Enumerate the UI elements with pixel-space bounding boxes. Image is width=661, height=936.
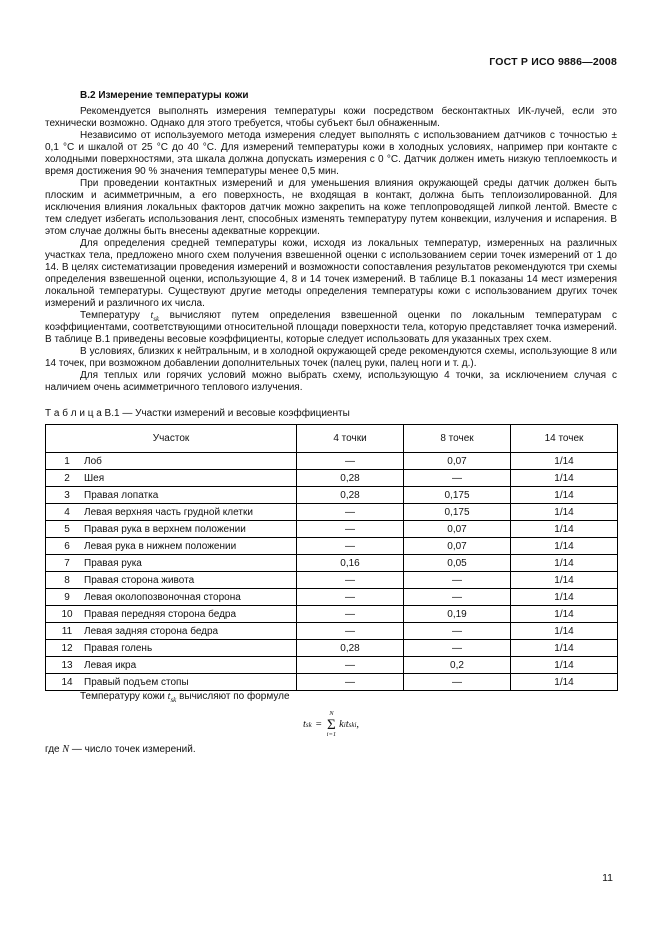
col-header-4points: 4 точки: [297, 425, 404, 453]
row-site-cell: [46, 674, 297, 691]
paragraph-6: В условиях, близких к нейтральным, и в холодной окружающей среде рекомендуются схемы, использующие 8 или 14 точек, при возможном добавлении дополнительных точек (палец руки, палец ноги и т. д.).: [45, 346, 617, 369]
formula-intro-post: вычисляют по формуле: [176, 691, 290, 702]
paragraph-2: Независимо от используемого метода измерения следует выполнять с использованием датчиков с точностью ± 0,1 °С и шкалой от 25 °С до 40 °С. Для измерений температуры кожи в холодных условиях, например при контакте с холодными поверхностями, эта шкала должна допускать измерения с 0 °С. Датчик должен иметь низкую теплоемкость и время достижения 90 % значения температуры менее 0,5 мин.: [45, 130, 617, 177]
row-site-cell: [46, 487, 297, 504]
sigma-lower-limit: i=1: [326, 730, 337, 738]
paragraph-4: Для определения средней температуры кожи, исходя из локальных температур, измеренных на различных участках тела, предложено много схем получения взвешенной оценки с использованием серии точек измерений от 1 до 14. В целях систематизации проведения измерений и возможности сопоставления результатов рекомендуются три схемы определения взвешенной оценки, использующие 4, 8 и 14 точек измерений. В таблице В.1 показаны 14 мест измерения локальной температуры. Существуют другие методы определения температуры кожи с использованием других точек измерений и различного их числа.: [45, 238, 617, 309]
col-header-14points: 14 точек: [511, 425, 618, 453]
row-value-p8: 0,07: [404, 521, 511, 538]
row-site-label: Левая околопозвоночная сторона: [84, 591, 241, 603]
row-site-cell: [46, 453, 297, 470]
table-row: [46, 572, 618, 589]
row-number: 14: [61, 676, 73, 688]
equals-sign: =: [315, 719, 322, 731]
weights-table: [45, 424, 618, 691]
row-site-cell: [46, 640, 297, 657]
temperature-variable: t: [345, 719, 349, 731]
table-row: [46, 453, 618, 470]
row-value-p14: 1/14: [511, 487, 618, 504]
row-site-label: Левая верхняя часть грудной клетки: [84, 506, 253, 518]
table-row: [46, 640, 618, 657]
paragraph-5-post: вычисляют путем определения взвешенной оценки по локальным температурам с коэффициентами, соответствующими относительной площади поверхности тела, которую представляет точка измерений. В таблице В.1 приведены весовые коэффициенты, которые следует использовать для указанных трех схем.: [45, 310, 617, 345]
row-value-p8: —: [404, 623, 511, 640]
table-row: [46, 657, 618, 674]
row-value-p14: 1/14: [511, 657, 618, 674]
row-value-p4: 0,28: [297, 640, 404, 657]
row-number: 7: [64, 557, 70, 569]
row-number: 4: [64, 506, 70, 518]
row-value-p4: —: [297, 623, 404, 640]
row-value-p4: —: [297, 521, 404, 538]
row-number: 1: [64, 455, 70, 467]
row-number: 3: [64, 489, 70, 501]
row-value-p8: 0,175: [404, 504, 511, 521]
row-number: 9: [64, 591, 70, 603]
row-number: 13: [61, 659, 73, 671]
where-variable: N: [62, 744, 70, 756]
row-value-p14: 1/14: [511, 538, 618, 555]
row-site-cell: [46, 623, 297, 640]
row-value-p4: —: [297, 538, 404, 555]
formula-lhs-variable: t: [302, 719, 306, 731]
row-value-p14: 1/14: [511, 606, 618, 623]
document-code: ГОСТ Р ИСО 9886—2008: [489, 56, 617, 68]
tsk-subscript: sk: [153, 315, 160, 323]
row-value-p4: —: [297, 589, 404, 606]
row-value-p14: 1/14: [511, 453, 618, 470]
row-site-cell: [46, 538, 297, 555]
row-value-p14: 1/14: [511, 572, 618, 589]
row-number: 8: [64, 574, 70, 586]
row-value-p14: 1/14: [511, 674, 618, 691]
row-site-label: Левая задняя сторона бедра: [84, 625, 219, 637]
row-site-label: Лоб: [84, 455, 102, 467]
paragraph-5-pre: Температуру: [80, 310, 151, 321]
section-number: В.2: [80, 90, 96, 101]
row-site-cell: [46, 470, 297, 487]
row-value-p4: 0,16: [297, 555, 404, 572]
row-value-p8: 0,19: [404, 606, 511, 623]
row-site-label: Левая икра: [84, 659, 137, 671]
row-value-p14: 1/14: [511, 555, 618, 572]
formula-intro-subscript: sk: [170, 696, 177, 704]
row-value-p8: 0,05: [404, 555, 511, 572]
table-row: [46, 538, 618, 555]
row-value-p8: —: [404, 674, 511, 691]
paragraph-3: При проведении контактных измерений и для уменьшения влияния окружающей среды датчик должен быть плоским и асимметричным, а его поверхность, не входящая в контакт, должна быть теплоизолированной. Для исключения влияния локальных факторов датчик можно закрепить на коже теплопроводящей липкой лентой. Вместе с тем следует избегать использования лент, способных изменять температуру путем конвекции, излучения и испарения. В этом случае должны быть внесены адекватные коррекции.: [45, 178, 617, 237]
row-value-p8: —: [404, 572, 511, 589]
formula-intro-variable: t: [167, 691, 171, 702]
row-site-label: Правая лопатка: [84, 489, 159, 501]
col-header-site: Участок: [46, 425, 297, 453]
row-site-label: Шея: [84, 472, 105, 484]
coefficient-variable: k: [339, 719, 344, 731]
table-row: [46, 623, 618, 640]
sigma-upper-limit: N: [329, 710, 334, 717]
row-value-p8: —: [404, 640, 511, 657]
row-number: 2: [64, 472, 70, 484]
table-row: [46, 521, 618, 538]
section-title: Измерение температуры кожи: [98, 90, 249, 101]
page-content: [45, 56, 617, 755]
sigma-icon: Σ: [327, 716, 336, 733]
row-value-p8: 0,07: [404, 453, 511, 470]
table-row: [46, 606, 618, 623]
table-body: [46, 453, 618, 691]
row-site-label: Правая сторона живота: [84, 574, 195, 586]
row-value-p8: 0,07: [404, 538, 511, 555]
row-value-p14: 1/14: [511, 521, 618, 538]
formula-trailing-comma: ,: [356, 719, 360, 731]
row-site-cell: [46, 589, 297, 606]
row-value-p4: —: [297, 657, 404, 674]
row-site-label: Правая передняя сторона бедра: [84, 608, 237, 620]
paragraph-7: Для теплых или горячих условий можно выбрать схему, использующую 4 точки, за исключением случая с наличием очень асимметричного теплового излучения.: [45, 370, 617, 393]
row-site-cell: [46, 555, 297, 572]
row-value-p4: —: [297, 453, 404, 470]
paragraph-1: Рекомендуется выполнять измерения температуры кожи посредством бесконтактных ИК-лучей, если это технически возможно. Однако для этого требуется, чтобы субъект был обнаженным.: [45, 106, 617, 129]
row-value-p14: 1/14: [511, 504, 618, 521]
row-value-p4: 0,28: [297, 470, 404, 487]
row-number: 12: [61, 642, 73, 654]
page-number: 11: [602, 872, 613, 884]
row-value-p4: 0,28: [297, 487, 404, 504]
section-heading: [45, 90, 617, 101]
row-value-p4: —: [297, 674, 404, 691]
formula: t sk = N Σ i=1 k i t ski ,: [302, 710, 360, 738]
row-site-cell: [46, 657, 297, 674]
row-value-p14: 1/14: [511, 623, 618, 640]
table-row: [46, 487, 618, 504]
row-site-label: Правая рука в верхнем положении: [84, 523, 246, 535]
row-value-p8: 0,2: [404, 657, 511, 674]
row-site-cell: [46, 606, 297, 623]
table-header-row: [46, 425, 618, 453]
sigma-operator: [327, 711, 336, 738]
row-site-label: Правая голень: [84, 642, 153, 654]
row-site-label: Левая рука в нижнем положении: [84, 540, 237, 552]
row-site-label: Правая рука: [84, 557, 142, 569]
row-value-p14: 1/14: [511, 470, 618, 487]
row-number: 5: [64, 523, 70, 535]
formula-where-line: [45, 744, 617, 755]
row-site-cell: [46, 504, 297, 521]
row-value-p14: 1/14: [511, 589, 618, 606]
table-row: [46, 674, 618, 691]
where-text: — число точек измерений.: [69, 744, 196, 756]
row-value-p14: 1/14: [511, 640, 618, 657]
row-site-cell: [46, 521, 297, 538]
row-value-p4: —: [297, 606, 404, 623]
row-site-cell: [46, 572, 297, 589]
tsk-variable: t: [150, 310, 154, 321]
table-row: [46, 504, 618, 521]
row-number: 11: [61, 625, 73, 637]
table-row: [46, 470, 618, 487]
col-header-8points: 8 точек: [404, 425, 511, 453]
row-value-p8: 0,175: [404, 487, 511, 504]
where-label: где: [45, 744, 63, 756]
row-number: 6: [64, 540, 70, 552]
row-value-p4: —: [297, 572, 404, 589]
row-value-p8: —: [404, 470, 511, 487]
paragraph-5: [45, 310, 617, 346]
row-value-p8: —: [404, 589, 511, 606]
table-caption: Т а б л и ц а В.1 — Участки измерений и весовые коэффициенты: [45, 408, 350, 419]
row-site-label: Правый подъем стопы: [84, 676, 189, 688]
formula-intro: [45, 691, 617, 703]
formula-intro-pre: Температуру кожи: [80, 691, 168, 702]
table-row: [46, 589, 618, 606]
row-number: 10: [61, 608, 73, 620]
row-value-p4: —: [297, 504, 404, 521]
table-row: [46, 555, 618, 572]
